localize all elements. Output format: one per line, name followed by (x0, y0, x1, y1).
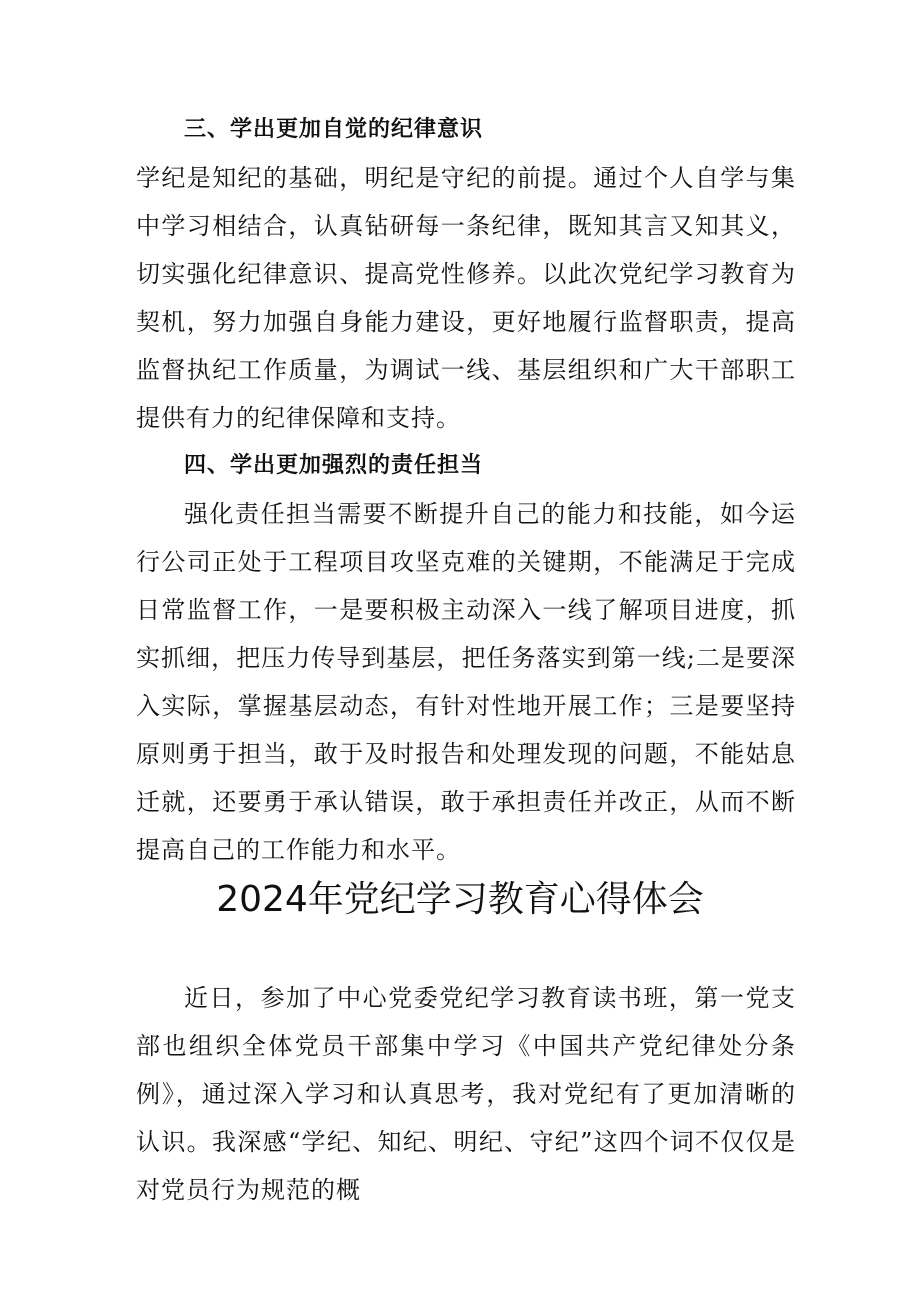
section-3-paragraph: 学纪是知纪的基础，明纪是守纪的前提。通过个人自学与集中学习相结合，认真钻研每一条纪律，既知其言又知其义，切实强化纪律意识、提高党性修养。以此次党纪学习教育为契机，努力加强自身能力建设，更好地履行监督职责，提高监督执纪工作质量，为调试一线、基层组织和广大干部职工提供有力的纪律保障和支持。 (136, 164, 796, 432)
section-4-heading: 四、学出更加强烈的责任担当 (184, 453, 484, 478)
section-3-heading: 三、学出更加自觉的纪律意识 (184, 117, 484, 142)
article-title: 2024年党纪学习教育心得体会 (216, 879, 704, 920)
article-paragraph: 近日，参加了中心党委党纪学习教育读书班，第一党支部也组织全体党员干部集中学习《中国共产党纪律处分条例》，通过深入学习和认真思考，我对党纪有了更加清晰的认识。我深感“学纪、知纪、明纪、守纪”这四个词不仅仅是对党员行为规范的概 (136, 984, 796, 1204)
section-4-paragraph: 强化责任担当需要不断提升自己的能力和技能，如今运行公司正处于工程项目攻坚克难的关键期，不能满足于完成日常监督工作，一是要积极主动深入一线了解项目进度，抓实抓细，把压力传导到基层，把任务落实到第一线;二是要深入实际，掌握基层动态，有针对性地开展工作；三是要坚持原则勇于担当，敢于及时报告和处理发现的问题，不能姑息迁就，还要勇于承认错误，敢于承担责任并改正，从而不断提高自己的工作能力和水平。 (136, 500, 796, 864)
